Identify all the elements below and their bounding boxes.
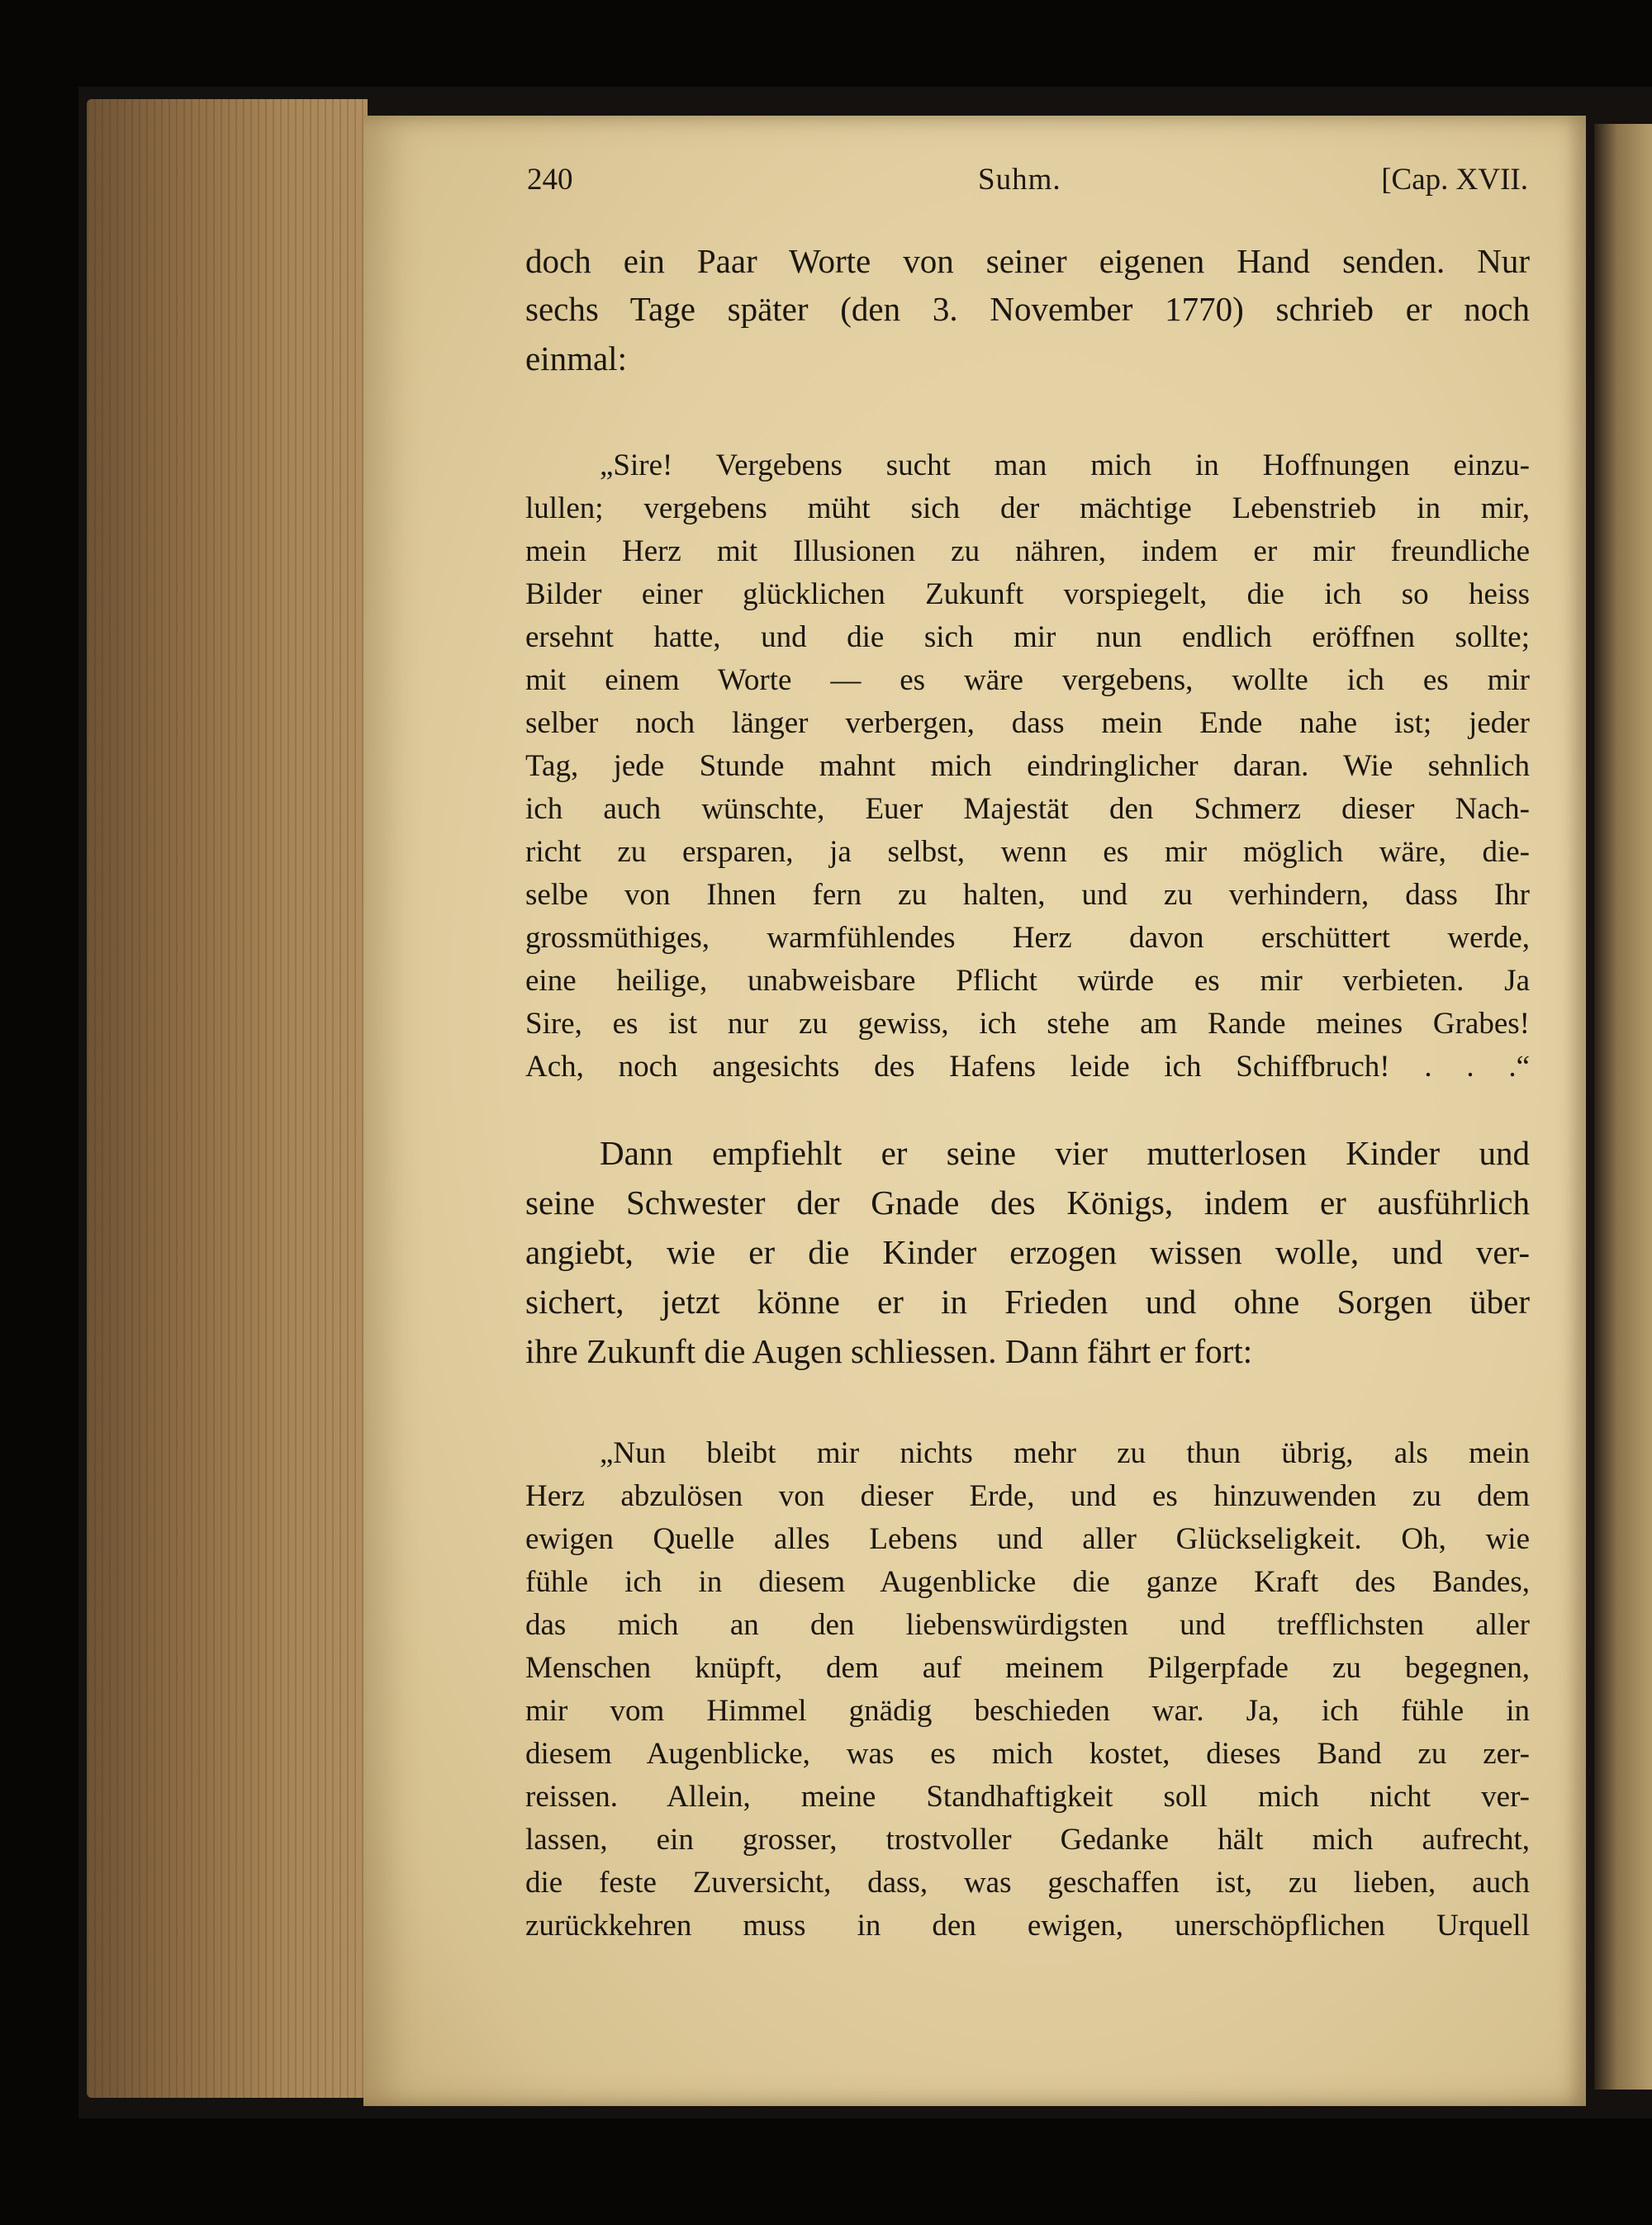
text-line: Menschen knüpft, dem auf meinem Pilgerpfade zu begegnen, xyxy=(525,1651,1530,1685)
text-line: lassen, ein grosser, trostvoller Gedanke hält mich aufrecht, xyxy=(525,1823,1530,1857)
text-line: mir vom Himmel gnädig beschieden war. Ja, ich fühle in xyxy=(525,1694,1530,1728)
text-line: eine heilige, unabweisbare Pflicht würde es mir verbieten. Ja xyxy=(525,964,1530,998)
text-line: doch ein Paar Worte von seiner eigenen Hand senden. Nur xyxy=(525,242,1530,280)
text-line: selbe von Ihnen fern zu halten, und zu verhindern, dass Ihr xyxy=(525,878,1530,912)
text-line: Sire, es ist nur zu gewiss, ich stehe am Rande meines Grabes! xyxy=(525,1007,1530,1041)
text-line: sichert, jetzt könne er in Frieden und ohne Sorgen über xyxy=(525,1283,1530,1321)
text-line: grossmüthiges, warmfühlendes Herz davon erschüttert werde, xyxy=(525,921,1530,955)
text-line: Herz abzulösen von dieser Erde, und es hinzuwenden zu dem xyxy=(525,1479,1530,1513)
text-line: Ach, noch angesichts des Hafens leide ich Schiffbruch! . . .“ xyxy=(525,1050,1530,1084)
text-line: reissen. Allein, meine Standhaftigkeit soll mich nicht ver- xyxy=(525,1780,1530,1814)
text-line: ersehnt hatte, und die sich mir nun endlich eröffnen sollte; xyxy=(525,620,1530,654)
text-line: angiebt, wie er die Kinder erzogen wissen wolle, und ver- xyxy=(525,1233,1530,1271)
text-line: lullen; vergebens müht sich der mächtige Lebenstrieb in mir, xyxy=(525,491,1530,525)
text-line: Bilder einer glücklichen Zukunft vorspiegelt, die ich so heiss xyxy=(525,577,1530,611)
text-line: ewigen Quelle alles Lebens und aller Glückseligkeit. Oh, wie xyxy=(525,1522,1530,1556)
text-line: diesem Augenblicke, was es mich kostet, dieses Band zu zer- xyxy=(525,1737,1530,1771)
text-line: die feste Zuversicht, dass, was geschaffen ist, zu lieben, auch xyxy=(525,1866,1530,1900)
text-line: fühle ich in diesem Augenblicke die ganze Kraft des Bandes, xyxy=(525,1565,1530,1599)
chapter-label: [Cap. XVII. xyxy=(1381,163,1528,197)
page-number: 240 xyxy=(527,163,573,197)
text-line: seine Schwester der Gnade des Königs, indem er ausführlich xyxy=(525,1184,1530,1222)
text-line: ihre Zukunft die Augen schliessen. Dann fährt er fort: xyxy=(525,1332,1253,1370)
text-line: einmal: xyxy=(525,339,627,377)
text-line: das mich an den liebenswürdigsten und trefflichsten aller xyxy=(525,1608,1530,1642)
text-line: Tag, jede Stunde mahnt mich eindringlicher daran. Wie sehnlich xyxy=(525,749,1530,783)
text-line: Dann empfiehlt er seine vier mutterlosen Kinder und xyxy=(600,1134,1530,1172)
text-line: mein Herz mit Illusionen zu nähren, indem er mir freundliche xyxy=(525,534,1530,568)
facing-page-edge xyxy=(1594,124,1652,2090)
running-title: Suhm. xyxy=(978,163,1061,197)
text-line: sechs Tage später (den 3. November 1770) schrieb er noch xyxy=(525,290,1530,328)
text-line: richt zu ersparen, ja selbst, wenn es mir möglich wäre, die- xyxy=(525,835,1530,869)
text-line: ich auch wünschte, Euer Majestät den Schmerz dieser Nach- xyxy=(525,792,1530,826)
text-line: „Sire! Vergebens sucht man mich in Hoffnungen einzu- xyxy=(600,448,1530,482)
text-line: „Nun bleibt mir nichts mehr zu thun übrig, als mein xyxy=(600,1436,1530,1470)
text-line: zurückkehren muss in den ewigen, unerschöpflichen Urquell xyxy=(525,1909,1530,1943)
running-header xyxy=(527,162,1528,202)
text-line: mit einem Worte — es wäre vergebens, wollte ich es mir xyxy=(525,663,1530,697)
text-line: selber noch länger verbergen, dass mein Ende nahe ist; jeder xyxy=(525,706,1530,740)
page-edges xyxy=(87,99,368,2098)
